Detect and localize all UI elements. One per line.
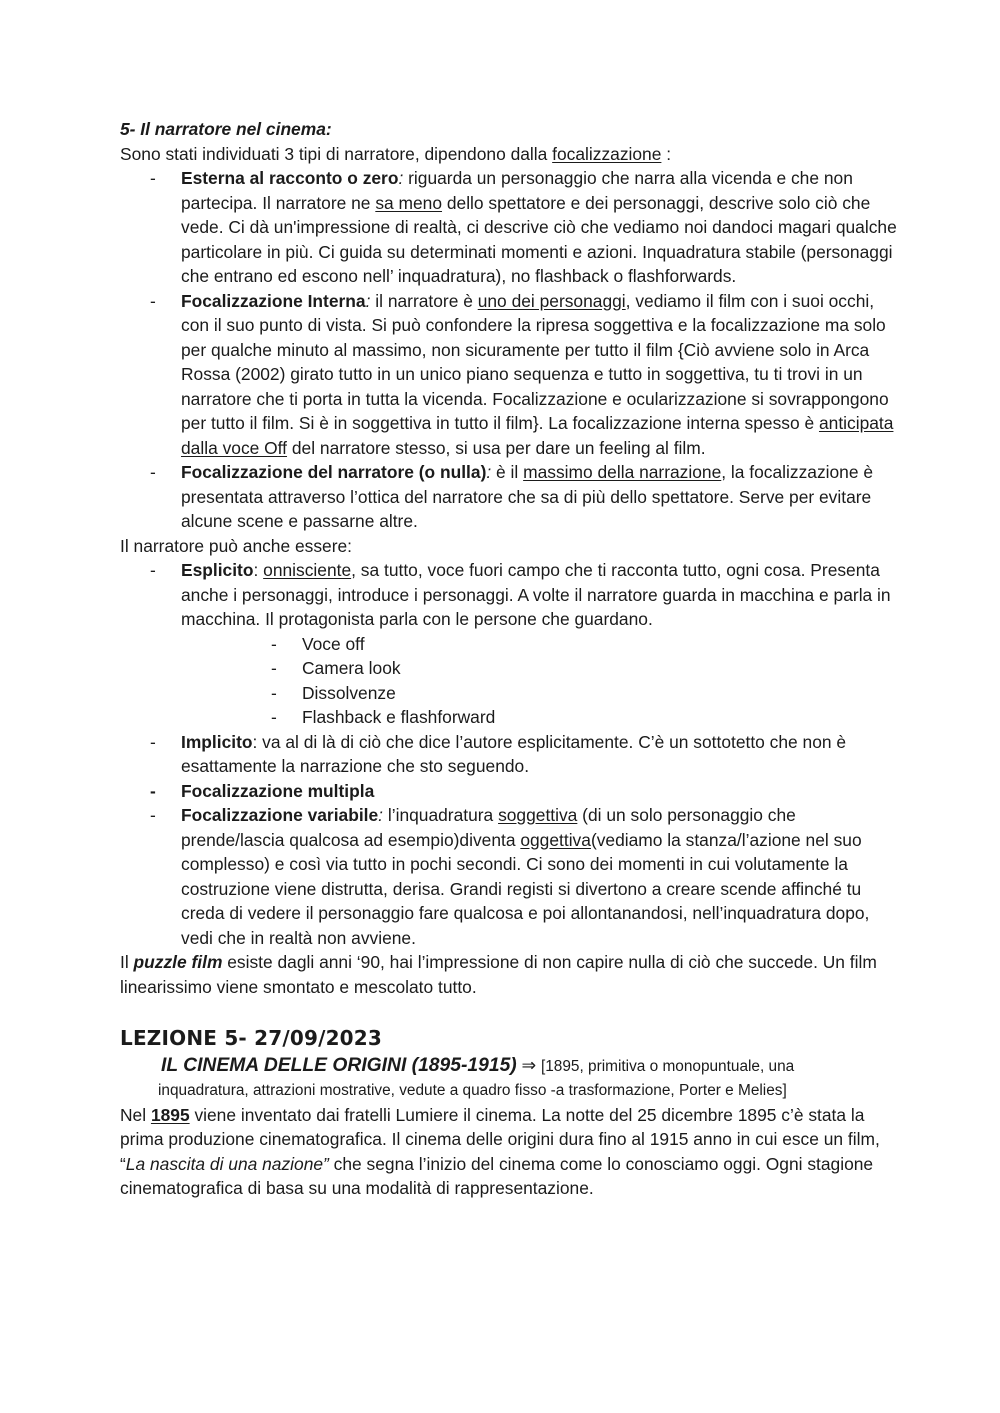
item-term: Focalizzazione multipla (181, 780, 375, 801)
explicit-sublist (120, 632, 900, 730)
origins-heading (120, 1053, 900, 1079)
list-item: - Esterna al racconto o zero: riguarda un personaggio che narra alla vicenda e che non partecipa. Il narratore ne sa meno dello spettatore e dei personaggi, descrive solo ciò che vede. Ci dà un'impressione di realtà, ci descrive ciò che vediamo noi dandoci magari qualche particolare in più. Ci guida su determinati momenti e azioni. Inquadratura stabile (personaggi che entrano ed escono nell’ inquadratura), no flashback o flashforwards. (150, 168, 897, 286)
sublist-item: - Voce off (120, 632, 900, 657)
narrator-type-list (120, 558, 900, 632)
item-term: Focalizzazione variabile (181, 805, 379, 825)
underlined-term: oggettiva (520, 829, 591, 850)
film-title: La nascita di una nazione” (125, 1153, 329, 1174)
bullet-dash: - (271, 658, 277, 678)
item-term: Implicito (181, 731, 253, 752)
list-item: - Focalizzazione variabile: l’inquadratura soggettiva (di un solo personaggio che prende/lascia qualcosa ad esempio)diventa oggettiva(vediamo la stanza/l’azione nel suo complesso) e così via tutto in pochi secondi. Ci sono dei momenti in cui volutamente la costruzione viene distrutta, derisa. Grandi registi si divertono a creare scende affinché tu creda di vedere il personaggio fare qualcosa e poi allontanandosi, nell’inquadratura dopo, vedi che in realtà non avviene. (150, 805, 870, 948)
bullet-dash: - (150, 780, 156, 801)
sublist-item: - Camera look (120, 656, 900, 681)
sublist-item: - Flashback e flashforward (120, 705, 900, 730)
item-term: Esterna al racconto o zero (181, 168, 399, 188)
emphasized-term: puzzle film (133, 952, 223, 972)
list-item: - Implicito: va al di là di ciò che dice l’autore esplicitamente. C’è un sottotetto che non è esattamente la narrazione che sto seguendo. (150, 731, 847, 776)
bullet-dash: - (150, 462, 156, 482)
narrator-type-list-continued (120, 730, 900, 951)
underlined-term: uno dei personaggi (477, 290, 626, 311)
can-be-line: Il narratore può anche essere: (120, 535, 353, 556)
bullet-dash: - (150, 290, 156, 311)
section-intro: Sono stati individuati 3 tipi di narratore, dipendono dalla focalizzazione : (120, 143, 672, 164)
origins-title: IL CINEMA DELLE ORIGINI (1895-1915) (161, 1055, 517, 1076)
section-title: 5- Il narratore nel cinema: (120, 119, 332, 139)
underlined-term: massimo della narrazione (523, 462, 722, 482)
origins-note: [1895, primitiva o monopuntuale, una (540, 1058, 795, 1075)
underlined-term: soggettiva (498, 805, 578, 825)
bullet-dash: - (271, 633, 277, 654)
bullet-dash: - (271, 707, 277, 727)
bullet-dash: - (150, 168, 156, 188)
bullet-dash: - (150, 560, 156, 580)
narrator-focalization-list (120, 166, 900, 534)
bullet-dash: - (150, 731, 156, 752)
item-term: Focalizzazione del narratore (o nulla) (181, 462, 487, 482)
emphasized-year: 1895 (150, 1104, 190, 1125)
origins-paragraph: Nel 1895 viene inventato dai fratelli Lumiere il cinema. La notte del 25 dicembre 1895 c’è stata la prima produzione cinematografica. Il cinema delle origini dura fino al 1915 anno in cui esce un film, “La nascita di una nazione” che segna l’inizio del cinema come lo conosciamo oggi. Ogni stagione cinematografica di basa su una modalità di rappresentazione. (120, 1104, 880, 1198)
list-item (120, 779, 900, 804)
origins-note-continued: inquadratura, attrazioni mostrative, vedute a quadro fisso -a trasformazione, Porter e Melies] (158, 1081, 787, 1099)
underlined-term: onnisciente (263, 560, 352, 580)
list-item: - Focalizzazione del narratore (o nulla): è il massimo della narrazione, la focalizzazione è presentata attraverso l’ottica del narratore che sa di più dello spettatore. Serve per evitare alcune scene e passarne altre. (150, 462, 874, 531)
lesson-heading: LEZIONE 5- 27/09/2023 (120, 1026, 383, 1050)
list-item: - Esplicito: onnisciente, sa tutto, voce fuori campo che ti racconta tutto, ogni cosa. Presenta anche i personaggi, introduce i personaggi. A volte il narratore guarda in macchina e parla in macchina. Il protagonista parla con le persone che guardano. (150, 560, 891, 629)
puzzle-film-paragraph: Il puzzle film esiste dagli anni ‘90, hai l’impressione di non capire nulla di ciò che succede. Un film linearissimo viene smontato e mescolato tutto. (120, 952, 877, 997)
item-term: Focalizzazione Interna (181, 290, 366, 311)
arrow-symbol: ⇒ (516, 1055, 541, 1075)
list-item: - Focalizzazione Interna: il narratore è uno dei personaggi, vediamo il film con i suoi occhi, con il suo punto di vista. Si può confondere la ripresa soggettiva e la focalizzazione ma solo per qualche minuto al massimo, non sicuramente per tutto il film {Ciò avviene solo in Arca Rossa (2002) girato tutto in un unico piano sequenza e tutto in soggettiva, tu ti trovi in un narratore che ti porta in tutta la vicenda. Focalizzazione e ocularizzazione si sovrappongono per tutto il film. Si è in soggettiva in tutto il film}. La focalizzazione interna spesso è anticipata dalla voce Off del narratore stesso, si usa per dare un feeling al film. (150, 290, 894, 458)
bullet-dash: - (150, 805, 156, 825)
item-term: Esplicito (181, 560, 254, 580)
sublist-item: - Dissolvenze (120, 681, 900, 706)
bullet-dash: - (271, 682, 277, 703)
underlined-term: sa meno (375, 192, 443, 213)
underlined-term: anticipata dalla voce Off (181, 413, 894, 458)
underlined-term: focalizzazione (552, 143, 662, 164)
